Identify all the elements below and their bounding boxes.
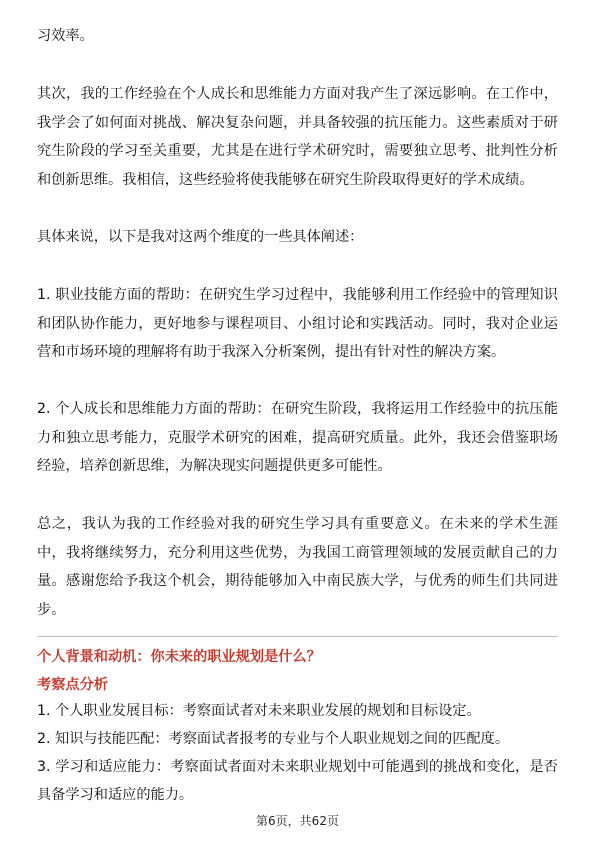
analysis-point-3: 3. 学习和适应能力：考察面试者面对未来职业规划中可能遇到的挑战和变化，是否具备学习和适应的能力。 (37, 759, 558, 803)
analysis-heading: 考察点分析 (37, 677, 108, 693)
paragraph-point-1: 1. 职业技能方面的帮助：在研究生学习过程中，我能够利用工作经验中的管理知识和团队协作能力，更好地参与课程项目、小组讨论和实践活动。同时，我对企业运营和市场环境的理解将有助于我深入分析案例，提出有针对性的解决方案。 (37, 287, 558, 361)
paragraph-specifics-intro: 具体来说，以下是我对这两个维度的一些具体阐述： (37, 229, 364, 245)
section-divider (37, 636, 558, 637)
paragraph-personal-growth: 其次，我的工作经验在个人成长和思维能力方面对我产生了深远影响。在工作中，我学会了如何面对挑战、解决复杂问题，并具备较强的抗压能力。这些素质对于研究生阶段的学习至关重要，尤其是在进行学术研究时，需要独立思考、批判性分析和创新思维。我相信，这些经验将使我能够在研究生阶段取得更好的学术成绩。 (37, 86, 558, 188)
page-number-footer: 第6页，共62页 (256, 814, 339, 828)
question-title: 个人背景和动机：你未来的职业规划是什么？ (37, 649, 321, 665)
paragraph-conclusion: 总之，我认为我的工作经验对我的研究生学习具有重要意义。在未来的学术生涯中，我将继续努力，充分利用这些优势，为我国工商管理领域的发展贡献自己的力量。感谢您给予我这个机会，期待能够加入中南民族大学，与优秀的师生们共同进步。 (37, 516, 558, 618)
analysis-point-2: 2. 知识与技能匹配：考察面试者报考的专业与个人职业规划之间的匹配度。 (37, 731, 510, 747)
analysis-point-1: 1. 个人职业发展目标：考察面试者对未来职业发展的规划和目标设定。 (37, 703, 481, 719)
paragraph-point-2: 2. 个人成长和思维能力方面的帮助：在研究生阶段，我将运用工作经验中的抗压能力和独立思考能力，克服学术研究的困难，提高研究质量。此外，我还会借鉴职场经验，培养创新思维，为解决现实问题提供更多可能性。 (37, 401, 558, 475)
paragraph-continuation: 习效率。 (37, 28, 94, 44)
